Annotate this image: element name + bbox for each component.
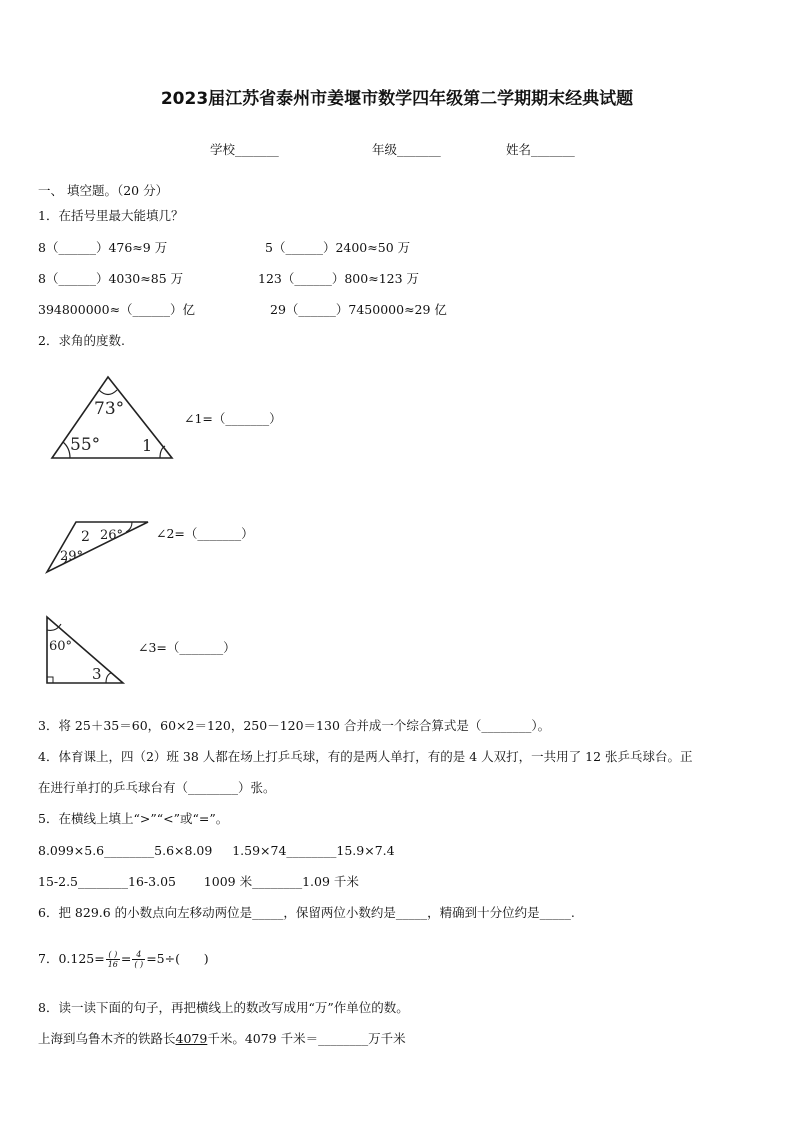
q7-expression[interactable] [38,946,209,972]
q7-prefix: 7．0.125= [38,951,105,966]
angle-29-label: 29° [60,549,84,564]
q1-item-5[interactable]: 394800000≈（______）亿 [38,302,196,317]
angle-73-label: 73° [94,399,125,419]
q1-item-3[interactable]: 8（______）4030≈85 万 [38,271,184,286]
angle-2-label: 2 [81,529,90,545]
q2-prompt: 2．求角的度数. [38,333,125,348]
triangle-figure-3 [44,614,128,686]
q7-suffix[interactable]: =5÷( ) [146,951,209,966]
q6-text[interactable]: 6．把 829.6 的小数点向左移动两位是_____，保留两位小数约是_____，精确到十分位约是_____. [38,905,575,920]
school-field[interactable]: 学校_______ [210,142,279,157]
q1-prompt: 1．在括号里最大能填几？ [38,208,184,223]
name-field[interactable]: 姓名_______ [506,142,575,157]
grade-field[interactable]: 年级_______ [372,142,441,157]
q8-text-before: 上海到乌鲁木齐的铁路长 [38,1031,176,1046]
angle-1-label: 1 [142,436,153,455]
q5-row-2[interactable]: 15-2.5________16-3.05 1009 米________1.09 千米 [38,874,359,889]
q2-answer-3[interactable]: ∠3=（_______） [138,640,236,655]
q8-prompt: 8．读一读下面的句子，再把横线上的数改写成用“万”作单位的数。 [38,1000,409,1015]
q8-line[interactable] [38,1031,406,1047]
q7-fraction-2[interactable]: $\frac{4}{( )}$ [134,950,144,969]
q1-item-6[interactable]: 29（______）7450000≈29 亿 [270,302,447,317]
q2-answer-2[interactable]: ∠2=（_______） [156,526,254,541]
section-heading: 一、 填空题。（20 分） [38,183,169,198]
page-title: 2023届江苏省泰州市姜堰市数学四年级第二学期期末经典试题 [160,89,634,109]
angle-26-label: 26° [100,528,124,543]
triangle-figure-2 [44,518,152,576]
q7-fraction-1[interactable]: $\frac{( )}{16}$ [107,950,118,969]
q1-item-4[interactable]: 123（______）800≈123 万 [258,271,420,286]
q4-line-2[interactable]: 在进行单打的乒乓球台有（________）张。 [38,780,276,795]
q1-item-1[interactable]: 8（______）476≈9 万 [38,240,168,255]
q4-line-1: 4．体育课上，四（2）班 38 人都在场上打乒乓球，有的是两人单打，有的是 4 人双打，一共用了 12 张乒乓球台。正 [38,749,693,764]
angle-55-label: 55° [70,435,101,455]
angle-60-label: 60° [49,639,73,654]
q3-text[interactable]: 3．将 25＋35＝60，60×2＝120，250－120＝130 合并成一个综合算式是（________）。 [38,718,551,733]
q5-prompt: 5．在横线上填上“>”“<”或“=”。 [38,811,229,826]
q8-underlined-number: 4079 [175,1031,208,1046]
q5-row-1[interactable]: 8.099×5.6________5.6×8.09 1.59×74________15.9×7.4 [38,843,395,858]
q7-equals: = [120,951,132,966]
q2-answer-1[interactable]: ∠1=（_______） [184,411,282,426]
q1-item-2[interactable]: 5（______）2400≈50 万 [265,240,411,255]
q8-text-after[interactable]: 千米。4079 千米＝________万千米 [207,1031,406,1046]
angle-3-label: 3 [92,665,102,683]
triangle-figure-1 [48,374,178,466]
